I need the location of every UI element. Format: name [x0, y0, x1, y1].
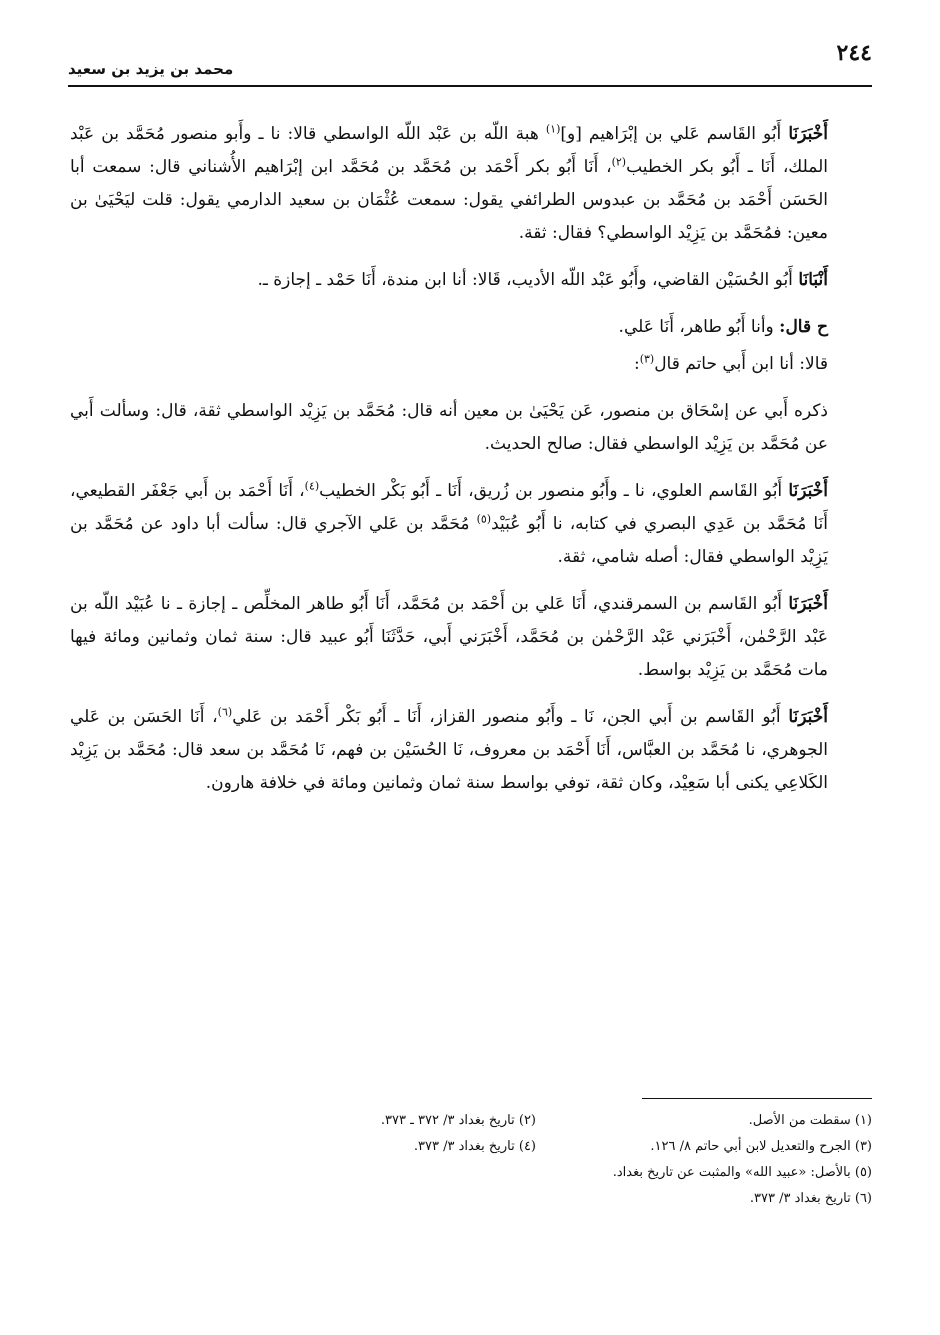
- paragraph-text: أَبُو القَاسم عَلي بن إبْرَاهيم [و]: [560, 124, 782, 144]
- paragraph-text: قالا: أنا ابن أَبي حاتم قال: [654, 354, 828, 374]
- paragraph-8: [70, 701, 872, 800]
- footnote-row: [200, 1108, 872, 1134]
- footnote-ref: (٥): [476, 512, 492, 526]
- running-title: محمد بن يزيد بن سعيد: [68, 60, 234, 78]
- paragraph-6: [70, 475, 872, 574]
- footnote-4: (٤) تاريخ بغداد ٣/ ٣٧٣.: [413, 1139, 536, 1154]
- footnotes: [200, 1108, 872, 1212]
- paragraph-1: [70, 118, 872, 250]
- narration-keyword: أَخْبَرَنَا: [788, 594, 829, 614]
- page-header: [68, 40, 872, 80]
- paragraph-7: [70, 588, 872, 687]
- paragraph-text: ذكره أَبي عن إسْحَاق بن منصور، عَن يَحْيَىٰ بن معين أنه قال: مُحَمَّد بن يَزِيْد الواسطي ثقة، قال: وسألت أَبي عن مُحَمَّد بن يَزِيْد الواسطي فقال: صالح الحديث.: [70, 401, 828, 454]
- footnote-row: [200, 1134, 872, 1160]
- header-rule: [68, 85, 872, 87]
- footnote-5: (٥) بالأصل: «عبيد الله» والمثبت عن تاريخ بغداد.: [612, 1165, 872, 1180]
- footnote-ref: (٤): [304, 479, 320, 493]
- paragraph-text: ، أَنَا الحَسَن بن عَلي الجوهري، نا مُحَمَّد بن العبَّاس، أَنَا أَحْمَد بن معروف، نَا الحُسَيْن بن فهم، نَا مُحَمَّد بن سعد قال: مُحَمَّد بن يَزِيْد الكَلاعِي يكنى أبا سَعِيْد، وكان ثقة، توفي بواسط سنة ثمان وثمانين ومائة في خلافة هارون.: [70, 707, 828, 793]
- footnote-3: (٣) الجرح والتعديل لابن أبي حاتم ٨/ ١٢٦.: [650, 1139, 872, 1154]
- paragraph-text: أَبُو القَاسم بن السمرقندي، أَنَا عَلي بن أَحْمَد بن مُحَمَّد، أَنَا أَبُو طاهر المخلِّص ـ إجازة ـ نا عُبَيْد اللّه بن عَبْد الرَّحْمٰن، أَخْبَرَني عَبْد الرَّحْمٰن بن مُحَمَّد، أَخْبَرَني أَبي، حَدَّثَنَا أَبُو عبيد قال: سنة ثمان وثمانين ومائة فيها مات مُحَمَّد بن يَزِيْد بواسط.: [70, 594, 829, 680]
- paragraph-text: هبة اللّه بن عَبْد اللّه الواسطي قالا: نا ـ وأَبو منصور مُحَمَّد بن عَبْد الملك، أَنَا ـ أَبُو بكر الخطيب: [70, 124, 828, 177]
- paragraph-5: [70, 395, 872, 461]
- narration-keyword: أَنْبَانَا: [798, 270, 828, 290]
- paragraph-text: مُحَمَّد بن عَلي الآجري قال: سألت أبا داود عن مُحَمَّد بن يَزِيْد الواسطي فقال: أصله شامي، ثقة.: [70, 514, 828, 567]
- paragraph-text: :: [633, 354, 640, 374]
- footnote-1: (١) سقطت من الأصل.: [748, 1113, 872, 1128]
- paragraph-2: [70, 264, 872, 297]
- footnote-6: (٦) تاريخ بغداد ٣/ ٣٧٣.: [749, 1191, 872, 1206]
- narration-keyword: أَخْبَرَنَا: [788, 481, 828, 501]
- paragraph-text: ، أَنَا أَحْمَد بن أَبي جَعْفَر القطيعي، أَنَا مُحَمَّد بن عَدِي البصري في كتابه، نا أَبُو عُبَيْد: [70, 481, 828, 534]
- footnote-ref: (٢): [611, 155, 627, 169]
- paragraph-4: [70, 348, 872, 381]
- narration-keyword: ح قال:: [779, 317, 828, 337]
- footnote-2: (٢) تاريخ بغداد ٣/ ٣٧٢ ـ ٣٧٣.: [380, 1113, 536, 1128]
- paragraph-text: وأنا أَبُو طاهر، أَنَا عَلي.: [618, 317, 780, 337]
- narration-keyword: أَخْبَرَنَا: [788, 707, 828, 727]
- paragraph-text: أَبُو الحُسَيْن القاضي، وأَبُو عَبْد اللّه الأديب، قَالا: أنا ابن مندة، أَنَا حَمْد ـ إجازة ـ.: [257, 270, 793, 290]
- narration-keyword: أَخْبَرَنَا: [788, 124, 828, 144]
- paragraph-text: أَبُو القَاسم بن أَبي الجن، نَا ـ وأَبُو منصور القزاز، أَنَا ـ أَبُو بَكْر أَحْمَد بن عَلي: [232, 707, 781, 727]
- footnote-rule: [642, 1098, 872, 1099]
- footnote-ref: (٦): [217, 705, 233, 719]
- footnote-ref: (٣): [639, 352, 655, 366]
- footnote-ref: (١): [545, 122, 561, 136]
- paragraph-text: ، أَنَا أَبُو بكر أَحْمَد بن مُحَمَّد بن مُحَمَّد ابن إبْرَاهيم الأُشناني قال: سمعت أبا الحَسَن أَحْمَد بن مُحَمَّد بن عبدوس الطرائفي يقول: سمعت عُثْمَان بن سعيد الدارمي يقول: قلت ليَحْيَىٰ بن معين: فمُحَمَّد بن يَزِيْد الواسطي؟ فقال: ثقة.: [70, 157, 828, 243]
- paragraph-3: [70, 311, 872, 344]
- main-text: [70, 118, 872, 814]
- paragraph-text: أَبُو القَاسم العلوي، نا ـ وأَبُو منصور بن زُريق، أَنَا ـ أَبُو بَكْر الخطيب: [319, 481, 783, 501]
- page-number: ٢٤٤: [836, 40, 872, 66]
